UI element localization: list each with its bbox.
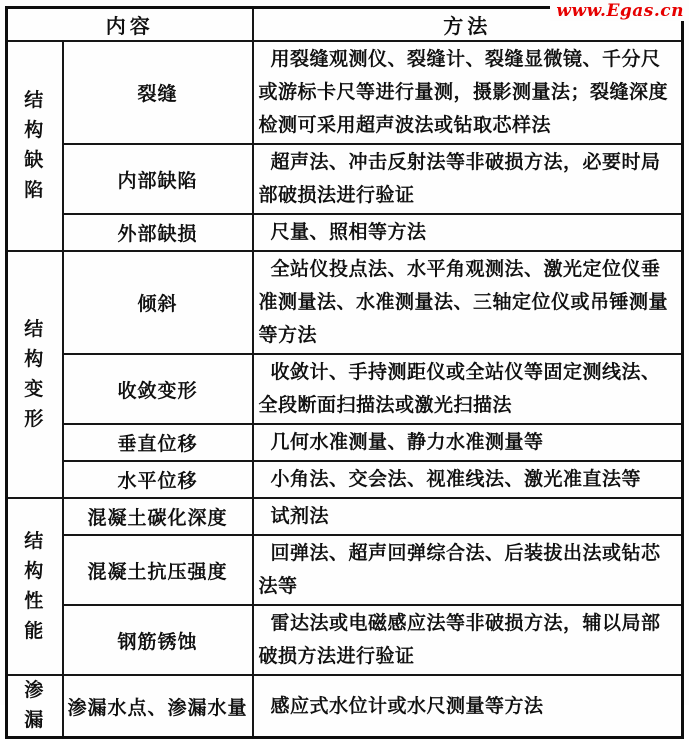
table-row xyxy=(7,41,683,144)
item-cell-rebar-corrosion: 钢筋锈蚀 xyxy=(63,605,253,675)
group-cell-structural-defects: 结构缺陷 xyxy=(7,41,63,251)
method-cell-vertical-displacement: 几何水准测量、静力水准测量等 xyxy=(253,424,683,461)
table-row xyxy=(7,354,683,424)
table-row xyxy=(7,535,683,605)
table-row xyxy=(7,498,683,535)
method-cell-internal-defect: 超声法、冲击反射法等非破损方法，必要时局部破损法进行验证 xyxy=(253,144,683,214)
method-cell-horizontal-displacement: 小角法、交会法、视准线法、激光准直法等 xyxy=(253,461,683,498)
item-cell-crack: 裂缝 xyxy=(63,41,253,144)
site-watermark: www.Egas.cn xyxy=(550,2,686,21)
method-cell-leakage-points: 感应式水位计或水尺测量等方法 xyxy=(253,675,683,738)
table-row xyxy=(7,675,683,738)
method-cell-rebar-corrosion: 雷达法或电磁感应法等非破损方法，辅以局部破损方法进行验证 xyxy=(253,605,683,675)
group-cell-leakage: 渗漏 xyxy=(7,675,63,738)
method-cell-crack: 用裂缝观测仪、裂缝计、裂缝显微镜、千分尺或游标卡尺等进行量测，摄影测量法；裂缝深度检测可采用超声波法或钻取芯样法 xyxy=(253,41,683,144)
item-cell-internal-defect: 内部缺陷 xyxy=(63,144,253,214)
inspection-methods-table xyxy=(5,6,684,739)
item-cell-compressive-strength: 混凝土抗压强度 xyxy=(63,535,253,605)
group-cell-structural-performance: 结构性能 xyxy=(7,498,63,675)
item-cell-convergence-deformation: 收敛变形 xyxy=(63,354,253,424)
group-cell-structural-deformation: 结构变形 xyxy=(7,251,63,498)
table-row xyxy=(7,214,683,251)
item-cell-carbonation-depth: 混凝土碳化深度 xyxy=(63,498,253,535)
header-cell-method: 方法 xyxy=(253,8,683,42)
item-cell-vertical-displacement: 垂直位移 xyxy=(63,424,253,461)
item-cell-leakage-points: 渗漏水点、渗漏水量 xyxy=(63,675,253,738)
table-row xyxy=(7,605,683,675)
header-cell-content: 内容 xyxy=(7,8,253,42)
method-cell-compressive-strength: 回弹法、超声回弹综合法、后装拔出法或钻芯法等 xyxy=(253,535,683,605)
table-row xyxy=(7,251,683,354)
method-cell-convergence-deformation: 收敛计、手持测距仪或全站仪等固定测线法、全段断面扫描法或激光扫描法 xyxy=(253,354,683,424)
method-cell-carbonation-depth: 试剂法 xyxy=(253,498,683,535)
table-row xyxy=(7,424,683,461)
method-cell-inclination: 全站仪投点法、水平角观测法、激光定位仪垂准测量法、水准测量法、三轴定位仪或吊锤测量等方法 xyxy=(253,251,683,354)
table-row xyxy=(7,461,683,498)
table-row xyxy=(7,144,683,214)
item-cell-inclination: 倾斜 xyxy=(63,251,253,354)
method-cell-external-damage: 尺量、照相等方法 xyxy=(253,214,683,251)
item-cell-external-damage: 外部缺损 xyxy=(63,214,253,251)
item-cell-horizontal-displacement: 水平位移 xyxy=(63,461,253,498)
